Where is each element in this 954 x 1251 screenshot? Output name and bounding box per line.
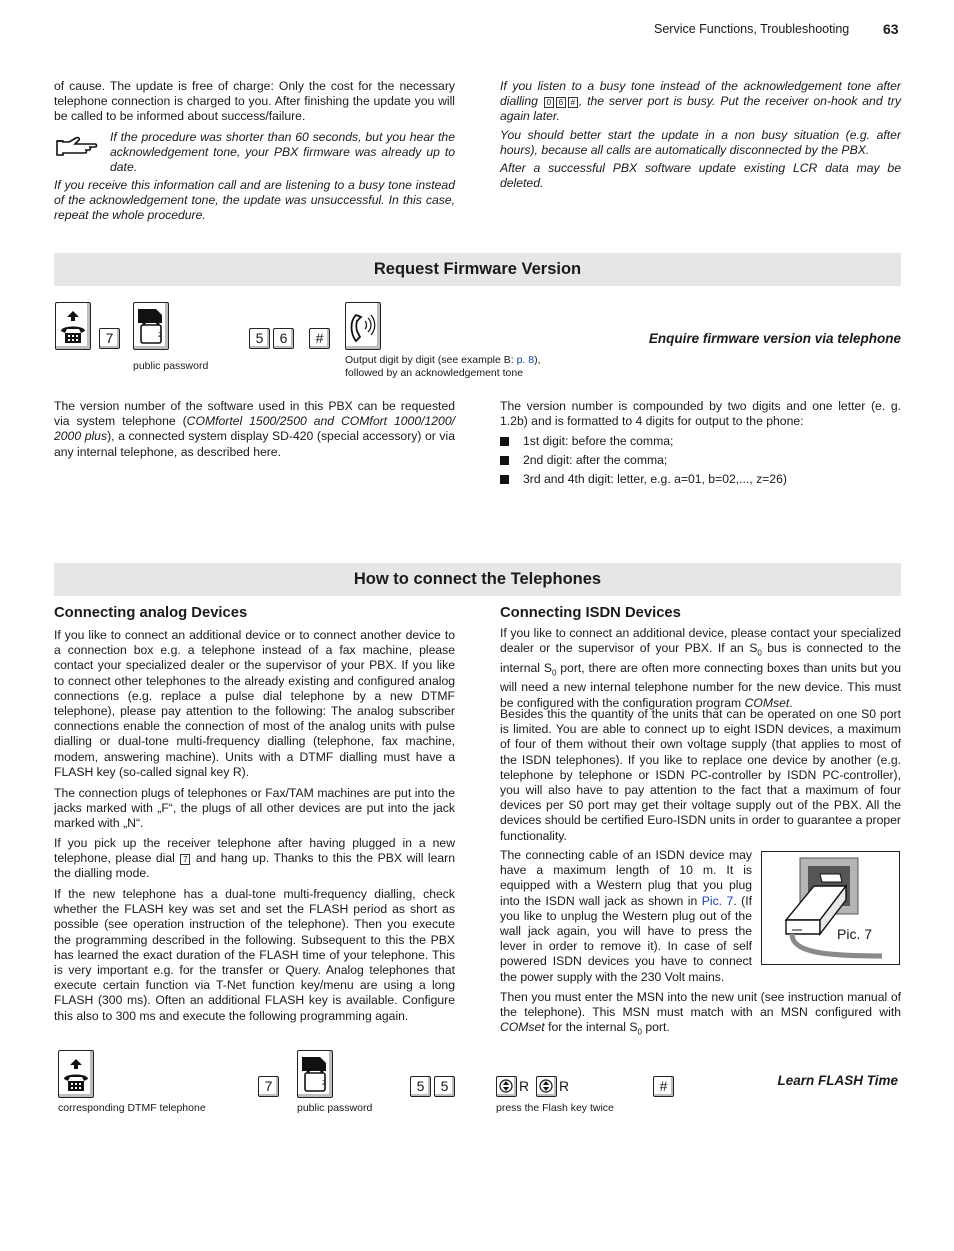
version-request-models: COMfortel 1500/2500 and COMfort 1000/1200/ 2000 plus xyxy=(54,414,455,444)
isdn-p1-a: If you like to connect an additional device, please contact your specialized dealer or the supervisor of your PBX. If an S xyxy=(500,626,901,656)
isdn-paragraph-1 xyxy=(500,626,901,711)
isdn-p1-d: . xyxy=(789,695,793,710)
bullet-square xyxy=(500,475,509,484)
link-page-8[interactable]: p. 8 xyxy=(516,354,535,366)
heading-isdn-devices: Connecting ISDN Devices xyxy=(500,605,681,621)
key-hash: # xyxy=(653,1076,674,1097)
key-hash: # xyxy=(309,328,330,349)
flash-key-icon xyxy=(536,1076,557,1097)
section-title-connect-telephones: How to connect the Telephones xyxy=(54,563,901,596)
version-request-b: ), a connected system display SD-420 (special accessory) or via any internal telephone, as described here. xyxy=(54,429,455,459)
handset-lift-icon xyxy=(55,302,91,350)
lcr-paragraph: After a successful PBX software update existing LCR data may be deleted. xyxy=(500,161,901,191)
isdn-paragraph-4 xyxy=(500,990,901,1040)
flash-key-label: R xyxy=(559,1078,570,1094)
link-pic-7[interactable]: Pic. 7 xyxy=(701,893,734,908)
caption-output-digit xyxy=(345,354,585,380)
key-5: 5 xyxy=(410,1076,431,1097)
subscript-0: 0 xyxy=(757,648,762,658)
svg-text:2: 2 xyxy=(158,332,162,339)
pointing-hand-icon xyxy=(55,134,99,158)
caption-output-a: Output digit by digit (see example B: xyxy=(345,354,517,366)
analog-paragraph-1: If you like to connect an additional device or to connect another device to a connection box e.g. a telephone instead of a fax machine, please contact your specialized dealer or the supervisor of your PBX. If you like to connect other telephones to the already existing and configured analog connections (e.g. replace a pulse dial telephone by a new DTMF telephone), please pay attention to the following: The analog subscriber connections enable the connection of most of the analog units with pulse dialling or dual-tone multi-frequency dialling (telephone, fax machine, modem, answering machine). Units with a DTMF dialling must have a FLASH key (so-called signal key R). xyxy=(54,628,455,779)
key-hash-mini: # xyxy=(568,97,578,108)
bullet-square xyxy=(500,437,509,446)
page-number: 63 xyxy=(883,21,899,37)
figure-pic-7 xyxy=(761,851,900,965)
isdn-p1-comset: COMset xyxy=(744,695,790,710)
caption-output-b: ), xyxy=(534,354,541,366)
isdn-p3-b: . (If you like to unplug the Western plug out of the wall jack again, you will have to press the lever in order to remove it). In case of self powered ISDN devices you have to connect the power supply with the 230 Volt mains. xyxy=(500,893,752,984)
key-5: 5 xyxy=(249,328,270,349)
intro-paragraph-2: If you receive this information call and are listening to a busy tone instead of the acknowledgement tone, the update was unsuccessful. In this case, repeat the whole procedure. xyxy=(54,178,455,223)
western-plug-illustration xyxy=(762,852,899,964)
analog-paragraph-2: The connection plugs of telephones or Fax/TAM machines are put into the jacks marked with „F“, the plugs of all other devices are put into the jack marked with „N“. xyxy=(54,786,455,831)
caption-flash-key: press the Flash key twice xyxy=(496,1102,614,1114)
procedure-title-enquire: Enquire firmware version via telephone xyxy=(648,331,901,346)
isdn-paragraph-2: Besides this the quantity of the units that can be operated on one S0 port is limited. You are able to connect up to eight ISDN devices, a maximum of four of them without their own voltage supply (that applies to most of the ISDN telephones). If you like to replace one device by another (e.g. telephone by telephone or ISDN PC-controller by ISDN PC-controller), you will also have to pay attention to the fact that a maximum of four devices per S0 port may get their voltage supply out of the PBX. All the devices should be certified Euro-ISDN units in order to guarantee a proper functionality. xyxy=(500,707,901,843)
heading-analog-devices: Connecting analog Devices xyxy=(54,605,248,621)
key-7-mini: 7 xyxy=(180,854,190,865)
analog-paragraph-3 xyxy=(54,836,455,882)
note-text: If the procedure was shorter than 60 seconds, but you hear the acknowledgement tone, your PBX firmware was already up to date. xyxy=(110,130,455,175)
version-request-paragraph xyxy=(54,399,455,460)
bullet-square xyxy=(500,456,509,465)
subscript-0: 0 xyxy=(551,668,557,678)
caption-output-c: followed by an acknowledgement tone xyxy=(345,367,524,379)
key-5: 5 xyxy=(434,1076,455,1097)
non-busy-paragraph: You should better start the update in a non busy situation (e.g. after hours), because all calls are automatically disconnected by the PBX. xyxy=(500,128,901,158)
isdn-p4-c: port. xyxy=(641,1020,670,1035)
bullet-text: 1st digit: before the comma; xyxy=(523,434,674,448)
isdn-paragraph-3 xyxy=(500,848,752,985)
subscript-0: 0 xyxy=(637,1027,642,1037)
busy-tone-paragraph xyxy=(500,79,901,125)
busy-tone-text-b: , the server port is busy. Put the receiver on-hook and try again later. xyxy=(500,94,902,124)
flash-key-icon xyxy=(496,1076,517,1097)
caption-public-password: public password xyxy=(133,360,209,372)
bullet-text: 2nd digit: after the comma; xyxy=(523,453,668,467)
caption-dtmf-telephone: corresponding DTMF telephone xyxy=(58,1102,206,1114)
bullet-text: 3rd and 4th digit: letter, e.g. a=01, b=02,..., z=26) xyxy=(523,472,787,486)
key-7: 7 xyxy=(258,1076,279,1097)
key-6-mini: 6 xyxy=(556,97,566,108)
key-6: 6 xyxy=(273,328,294,349)
isdn-p4-comset: COMset xyxy=(500,1020,545,1035)
procedure-title-learn-flash: Learn FLASH Time xyxy=(777,1073,898,1088)
isdn-p4-a: Then you must enter the MSN into the new unit (see instruction manual of the telephone). This MSN must match with an MSN configured with xyxy=(500,990,901,1020)
analog-p3-b: and hang up. Thanks to this the PBX will learn the dialling mode. xyxy=(54,851,456,881)
running-header: Service Functions, Troubleshooting xyxy=(654,22,850,36)
caption-public-password-2: public password xyxy=(297,1102,373,1114)
flash-key-label: R xyxy=(519,1078,530,1094)
key-7: 7 xyxy=(99,328,120,349)
busy-tone-text-a: If you listen to a busy tone instead of the acknowledgement tone after dialling xyxy=(500,79,901,109)
public-password-lock-icon xyxy=(133,302,169,350)
isdn-p1-b: bus is connected to the internal S xyxy=(500,641,901,675)
isdn-p1-c: port, there are often more connecting boxes than units but you will need a new internal telephone number for the new device. This must be configured with the configuration program xyxy=(500,660,901,710)
intro-paragraph: of cause. The update is free of charge: Only the cost for the necessary telephone connection is charged to you. After finishing the update you will be called to be informed about success/failure. xyxy=(54,79,455,124)
svg-text:2: 2 xyxy=(322,1080,326,1087)
key-0-mini: 0 xyxy=(544,97,554,108)
version-request-a: The version number of the software used in this PBX can be requested via system telephone ( xyxy=(54,399,455,429)
version-format-paragraph: The version number is compounded by two digits and one letter (e. g. 1.2b) and is formatted to 4 digits for output to the phone: xyxy=(500,399,901,429)
ringing-handset-icon xyxy=(345,302,381,350)
section-title-request-firmware: Request Firmware Version xyxy=(54,253,901,286)
analog-paragraph-4: If the new telephone has a dual-tone multi-frequency dialling, check whether the FLASH key was set and set the FLASH period as short as possible (see operation instruction of the telephone). Then you execute the programming described in the following. Subsequent to this the PBX has learned the exact duration of the FLASH time of your telephone. This is very important e.g. for the transfer or Query. Analog telephones that execute certain function via T-Net function key/menu are using a long FLASH (300 ms). Often an additional FLASH key is available. Configure this also to 300 ms and execute the following programming again. xyxy=(54,887,455,1023)
isdn-p3-a: The connecting cable of an ISDN device may have a maximum length of 10 m. It is equipped with a Western plug that you plug into the ISDN wall jack as shown in xyxy=(500,848,752,908)
isdn-p4-b: for the internal S xyxy=(544,1020,638,1035)
pic-label: Pic. 7 xyxy=(837,926,873,942)
handset-lift-icon xyxy=(58,1050,94,1098)
analog-p3-a: If you pick up the receiver telephone after having plugged in a new telephone, please dial xyxy=(54,836,455,866)
public-password-lock-icon xyxy=(297,1050,333,1098)
